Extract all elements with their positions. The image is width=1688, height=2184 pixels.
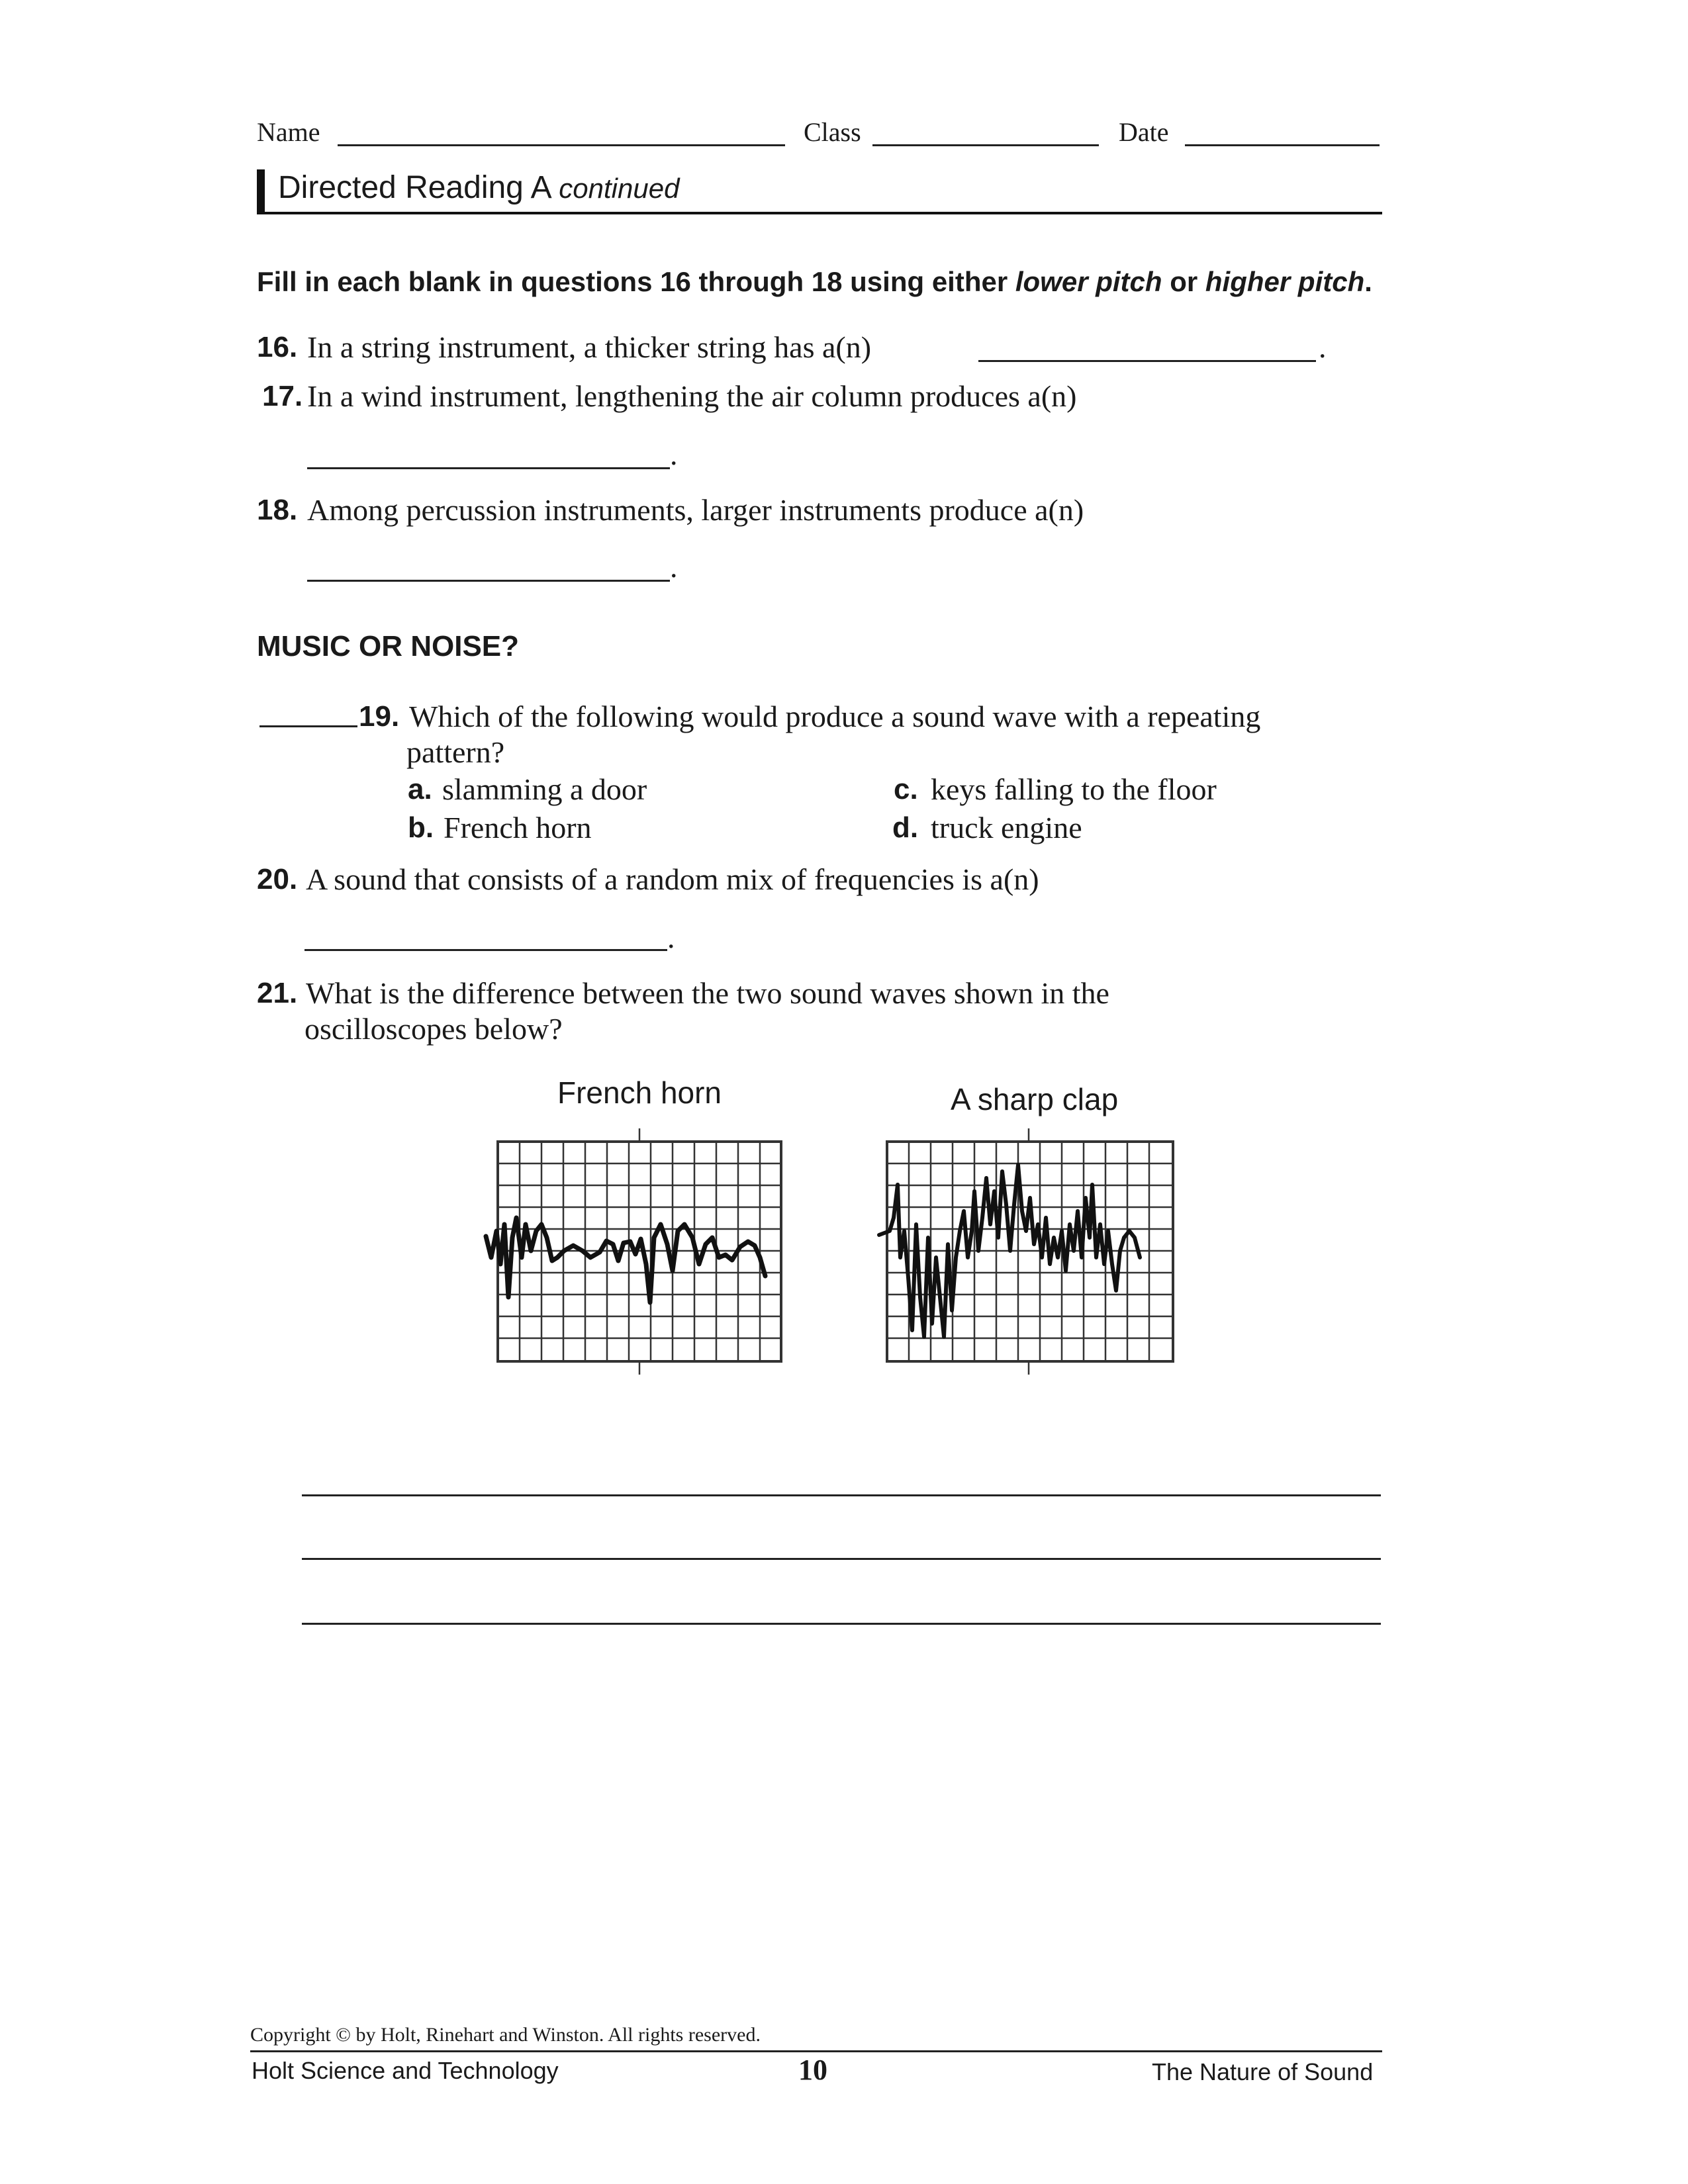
footer-chapter: The Nature of Sound [1152, 2058, 1374, 2085]
section-title: Directed Reading A continued [278, 170, 680, 205]
q19-option-d: truck engine [931, 811, 1082, 844]
q19-option-c: keys falling to the floor [931, 772, 1217, 806]
page-number: 10 [798, 2054, 827, 2086]
q17-text: In a wind instrument, lengthening the air column produces a(n) [307, 379, 1077, 413]
q16-text: In a string instrument, a thicker string has a(n) [307, 330, 872, 364]
q19-option-a: slamming a door [442, 772, 647, 806]
q21-answer-line-1[interactable] [302, 1494, 1381, 1496]
q19-answer-blank[interactable] [259, 725, 357, 727]
q19-number: 19. [359, 700, 400, 733]
q17-period: . [670, 437, 678, 471]
q19-option-c-letter: c. [894, 773, 918, 805]
figure-left-label: French horn [557, 1075, 722, 1110]
figure-right-label: A sharp clap [951, 1082, 1119, 1116]
q20-period: . [667, 921, 675, 954]
q19-option-d-letter: d. [892, 811, 919, 844]
name-label: Name [257, 117, 320, 147]
q21-number: 21. [257, 977, 298, 1009]
q16-answer-blank[interactable] [978, 360, 1316, 362]
date-field[interactable] [1185, 144, 1380, 146]
class-field[interactable] [872, 144, 1099, 146]
q16-number: 16. [257, 331, 298, 363]
class-label: Class [804, 117, 861, 147]
q16-period: . [1319, 330, 1327, 364]
french-horn-waveform [486, 1218, 765, 1302]
q17-answer-blank[interactable] [307, 467, 670, 469]
q18-text: Among percussion instruments, larger instruments produce a(n) [307, 493, 1084, 527]
q21-answer-line-2[interactable] [302, 1558, 1381, 1560]
q20-answer-blank[interactable] [305, 949, 667, 951]
q19-text-line2: pattern? [406, 735, 505, 769]
section-bar [257, 169, 265, 212]
q18-number: 18. [257, 494, 298, 526]
q20-number: 20. [257, 863, 298, 895]
section-heading: MUSIC OR NOISE? [257, 630, 520, 662]
name-field[interactable] [338, 144, 785, 146]
q21-text-line1: What is the difference between the two sound waves shown in the [306, 976, 1109, 1010]
header-rule [257, 212, 1382, 214]
q17-number: 17. [262, 380, 303, 412]
q21-text-line2: oscilloscopes below? [305, 1012, 563, 1046]
q18-period: . [670, 550, 678, 584]
date-label: Date [1119, 117, 1169, 147]
oscilloscope-sharp-clap [867, 1125, 1198, 1390]
instructions: Fill in each blank in questions 16 through 18 using either lower pitch or higher pitch. [257, 266, 1372, 297]
copyright-notice: Copyright © by Holt, Rinehart and Winston. All rights reserved. [250, 2024, 761, 2046]
q19-option-a-letter: a. [408, 773, 432, 805]
q19-text-line1: Which of the following would produce a sound wave with a repeating [409, 700, 1261, 733]
q21-answer-line-3[interactable] [302, 1623, 1381, 1625]
oscilloscope-french-horn [477, 1125, 808, 1390]
footer-publisher: Holt Science and Technology [252, 2057, 559, 2084]
q19-option-b: French horn [444, 811, 592, 844]
q18-answer-blank[interactable] [307, 580, 670, 582]
q20-text: A sound that consists of a random mix of frequencies is a(n) [306, 862, 1039, 896]
q19-option-b-letter: b. [408, 811, 434, 844]
footer-rule [250, 2050, 1382, 2052]
